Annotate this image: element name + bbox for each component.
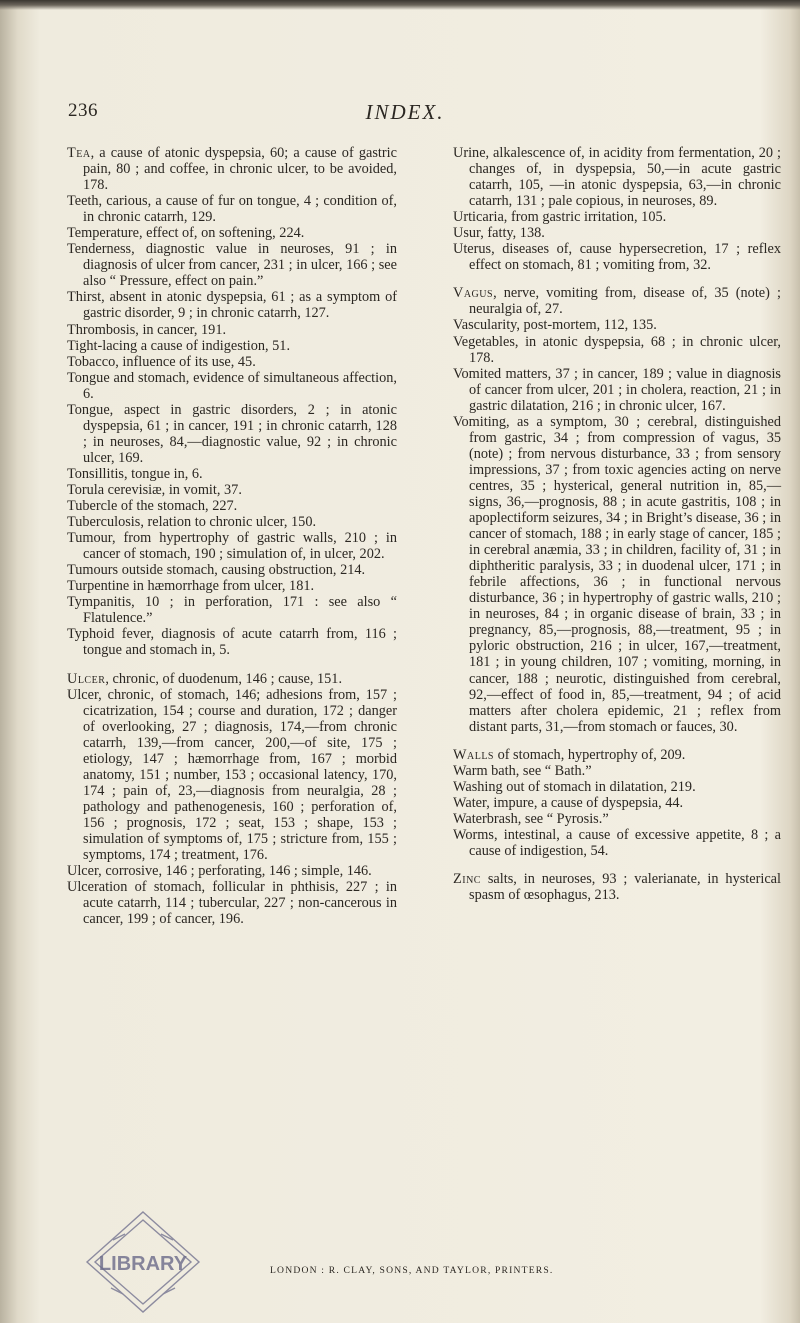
entry-lead: Ulcer	[67, 670, 106, 687]
entry-lead: Vagus	[453, 285, 494, 302]
index-entry	[453, 871, 781, 903]
entry-text: Vascularity, post-mortem, 112, 135.	[453, 317, 657, 334]
entry-text: Torula cerevisiæ, in vomit, 37.	[67, 481, 242, 498]
svg-text:LIBRARY: LIBRARY	[98, 1253, 188, 1275]
index-entry	[67, 530, 397, 562]
index-entry	[453, 763, 781, 779]
index-entry	[67, 863, 397, 879]
printer-imprint: LONDON : R. CLAY, SONS, AND TAYLOR, PRINTERS.	[270, 1265, 554, 1276]
entry-lead: Zinc	[453, 871, 481, 888]
index-entry	[453, 747, 781, 763]
index-entry	[67, 370, 397, 402]
entry-text: Usur, fatty, 138.	[453, 225, 545, 242]
entry-text: Tonsillitis, tongue in, 6.	[67, 465, 203, 482]
entry-text: Urticaria, from gastric irritation, 105.	[453, 209, 667, 226]
entry-text: Typhoid fever, diagnosis of acute catarrh from, 116 ; tongue and stomach in, 5.	[67, 626, 397, 659]
index-entry	[453, 795, 781, 811]
index-entry	[453, 209, 781, 225]
entry-text: Worms, intestinal, a cause of excessive appetite, 8 ; a cause of indigestion, 54.	[453, 826, 781, 859]
index-entry	[67, 338, 397, 354]
index-entry	[67, 289, 397, 321]
entry-text: Urine, alkalescence of, in acidity from fermentation, 20 ; changes of, in dyspepsia, 50,—in acute gastric catarrh, 105, —in atonic dyspepsia, 63,—in chronic catarrh, 131 ; pale copious, in neuroses, 89.	[453, 145, 781, 210]
entry-text: Water, impure, a cause of dyspepsia, 44.	[453, 794, 684, 811]
index-column-right	[453, 145, 781, 903]
index-entry	[67, 145, 397, 193]
index-entry	[453, 366, 781, 414]
page-number: 236	[68, 100, 98, 121]
entry-text: Ulcer, chronic, of stomach, 146; adhesions from, 157 ; cicatrization, 154 ; course and duration, 172 ; danger of overlooking, 27 ; diagnosis, 174,—from chronic catarrh, 139,—from cancer, 200,—of site, 175 ; etiology, 147 ; hæmorrhage from, 167 ; morbid anatomy, 151 ; number, 153 ; occasional latency, 170, 174 ; pain of, 23,—diagnosis from neuralgia, 28 ; pathology and pathenogenesis, 160 ; perforation of, 156 ; prognosis, 172 ; seat, 153 ; shape, 153 ; simulation of symptoms of, 175 ; stricture from, 155 ; symptoms, 174 ; treatment, 176.	[67, 686, 397, 864]
index-entry	[453, 285, 781, 317]
index-entry	[453, 779, 781, 795]
entry-text: Warm bath, see “ Bath.”	[453, 762, 592, 779]
index-entry	[67, 193, 397, 225]
index-entry	[67, 225, 397, 241]
entry-text: Teeth, carious, a cause of fur on tongue, 4 ; condition of, in chronic catarrh, 129.	[67, 193, 397, 226]
index-entry	[67, 594, 397, 626]
entry-text: Tight-lacing a cause of indigestion, 51.	[67, 337, 291, 354]
entry-text: Tympanitis, 10 ; in perforation, 171 : see also “ Flatulence.”	[67, 594, 397, 627]
entry-text: of stomach, hypertrophy of, 209.	[494, 746, 686, 763]
index-entry	[453, 225, 781, 241]
entry-lead: Tea	[67, 145, 91, 161]
page-header	[60, 100, 750, 130]
index-entry	[453, 827, 781, 859]
index-entry	[67, 626, 397, 658]
entry-text: Washing out of stomach in dilatation, 219.	[453, 778, 696, 795]
entry-lead: Walls	[453, 746, 494, 763]
entry-text: Vomited matters, 37 ; in cancer, 189 ; value in diagnosis of cancer from ulcer, 201 ; in cholera, reaction, 21 ; in gastric dilatation, 216 ; in chronic ulcer, 167.	[453, 365, 781, 414]
entry-text: Tumours outside stomach, causing obstruction, 214.	[67, 562, 366, 579]
entry-text: Tongue and stomach, evidence of simultaneous affection, 6.	[67, 369, 397, 402]
index-entry	[67, 482, 397, 498]
running-head: INDEX.	[365, 100, 445, 124]
entry-text: Tumour, from hypertrophy of gastric walls, 210 ; in cancer of stomach, 190 ; simulation of, in ulcer, 202.	[67, 530, 397, 563]
entry-text: Temperature, effect of, on softening, 224.	[67, 225, 305, 242]
index-entry	[453, 334, 781, 366]
entry-text: Vegetables, in atonic dyspepsia, 68 ; in chronic ulcer, 178.	[453, 333, 781, 366]
entry-text: Thrombosis, in cancer, 191.	[67, 321, 227, 338]
entry-text: , nerve, vomiting from, disease of, 35 (note) ; neuralgia of, 27.	[469, 285, 781, 318]
entry-text: Thirst, absent in atonic dyspepsia, 61 ; as a symptom of gastric disorder, 9 ; in chronic catarrh, 127.	[67, 289, 397, 322]
entry-text: Uterus, diseases of, cause hypersecretion, 17 ; reflex effect on stomach, 81 ; vomiting from, 32.	[453, 241, 781, 274]
index-entry	[67, 354, 397, 370]
index-entry	[453, 811, 781, 827]
entry-text: Turpentine in hæmorrhage from ulcer, 181.	[67, 578, 315, 595]
index-entry	[67, 466, 397, 482]
entry-text: Waterbrash, see “ Pyrosis.”	[453, 810, 609, 827]
entry-text: Tubercle of the stomach, 227.	[67, 498, 238, 515]
entry-text: Ulceration of stomach, follicular in phthisis, 227 ; in acute catarrh, 114 ; tubercular, 227 ; non-cancerous in cancer, 199 ; of cancer, 196.	[67, 879, 397, 928]
index-entry	[453, 241, 781, 273]
index-entry	[67, 498, 397, 514]
index-entry	[67, 687, 397, 864]
index-entry	[67, 671, 397, 687]
index-entry	[67, 879, 397, 927]
entry-text: Ulcer, corrosive, 146 ; perforating, 146 ; simple, 146.	[67, 863, 372, 880]
entry-text: , a cause of atonic dyspepsia, 60; a cause of gastric pain, 80 ; and coffee, in chronic ulcer, to be avoided, 178.	[83, 145, 397, 194]
index-entry	[67, 402, 397, 466]
entry-text: , chronic, of duodenum, 146 ; cause, 151.	[105, 670, 343, 687]
index-entry	[67, 514, 397, 530]
entry-text: Vomiting, as a symptom, 30 ; cerebral, distinguished from gastric, 34 ; from compression of vagus, 35 (note) ; from nervous disturbance, 33 ; from sensory impressions, 37 ; from toxic agencies acting on nerve centres, 35 ; hysterical, general nutrition in, 85,—signs, 36,—prognosis, 88 ; in acute gastritis, 108 ; in apoplectiform seizures, 34 ; in Bright’s disease, 36 ; in cancer of stomach, 188 ; in early stage of cancer, 185 ; in cerebral anæmia, 33 ; in children, facility of, 31 ; in diphtheritic paralysis, 33 ; in duodenal ulcer, 171 ; in febrile affections, 36 ; in functional nervous disturbance, 36 ; in hypertrophy of gastric walls, 210 ; in neuroses, 84 ; in organic disease of brain, 33 ; in pregnancy, 85,—prognosis, 88,—treatment, 95 ; in pyloric obstruction, 216 ; in ulcer, 167,—treatment, 181 ; in young children, 107 ; vomiting, morning, in cancer, 188 ; neurotic, distinguished from cerebral, 92,—effect of food in, 85,—treatment, 94 ; of acid matters after cholera epidemic, 21 ; reflex from distant parts, 31,—from stomach or fauces, 30.	[453, 413, 781, 735]
index-entry	[453, 317, 781, 333]
index-entry	[67, 322, 397, 338]
index-entry	[453, 414, 781, 735]
index-entry	[67, 562, 397, 578]
entry-text: Tenderness, diagnostic value in neuroses, 91 ; in diagnosis of ulcer from cancer, 231 ; in ulcer, 166 ; see also “ Pressure, effect on pain.”	[67, 241, 397, 290]
index-entry	[67, 578, 397, 594]
index-column-left	[67, 145, 397, 927]
entry-text: Tuberculosis, relation to chronic ulcer, 150.	[67, 514, 317, 531]
entry-text: salts, in neuroses, 93 ; valerianate, in hysterical spasm of œsophagus, 213.	[469, 871, 781, 904]
index-entry	[67, 241, 397, 289]
entry-text: Tongue, aspect in gastric disorders, 2 ; in atonic dyspepsia, 61 ; in cancer, 191 ; in chronic catarrh, 128 ; in neuroses, 84,—diagnostic value, 92 ; in chronic ulcer, 169.	[67, 401, 397, 466]
entry-text: Tobacco, influence of its use, 45.	[67, 353, 256, 370]
page-top-edge	[0, 0, 800, 10]
index-entry	[453, 145, 781, 209]
library-stamp-icon	[83, 1210, 203, 1314]
